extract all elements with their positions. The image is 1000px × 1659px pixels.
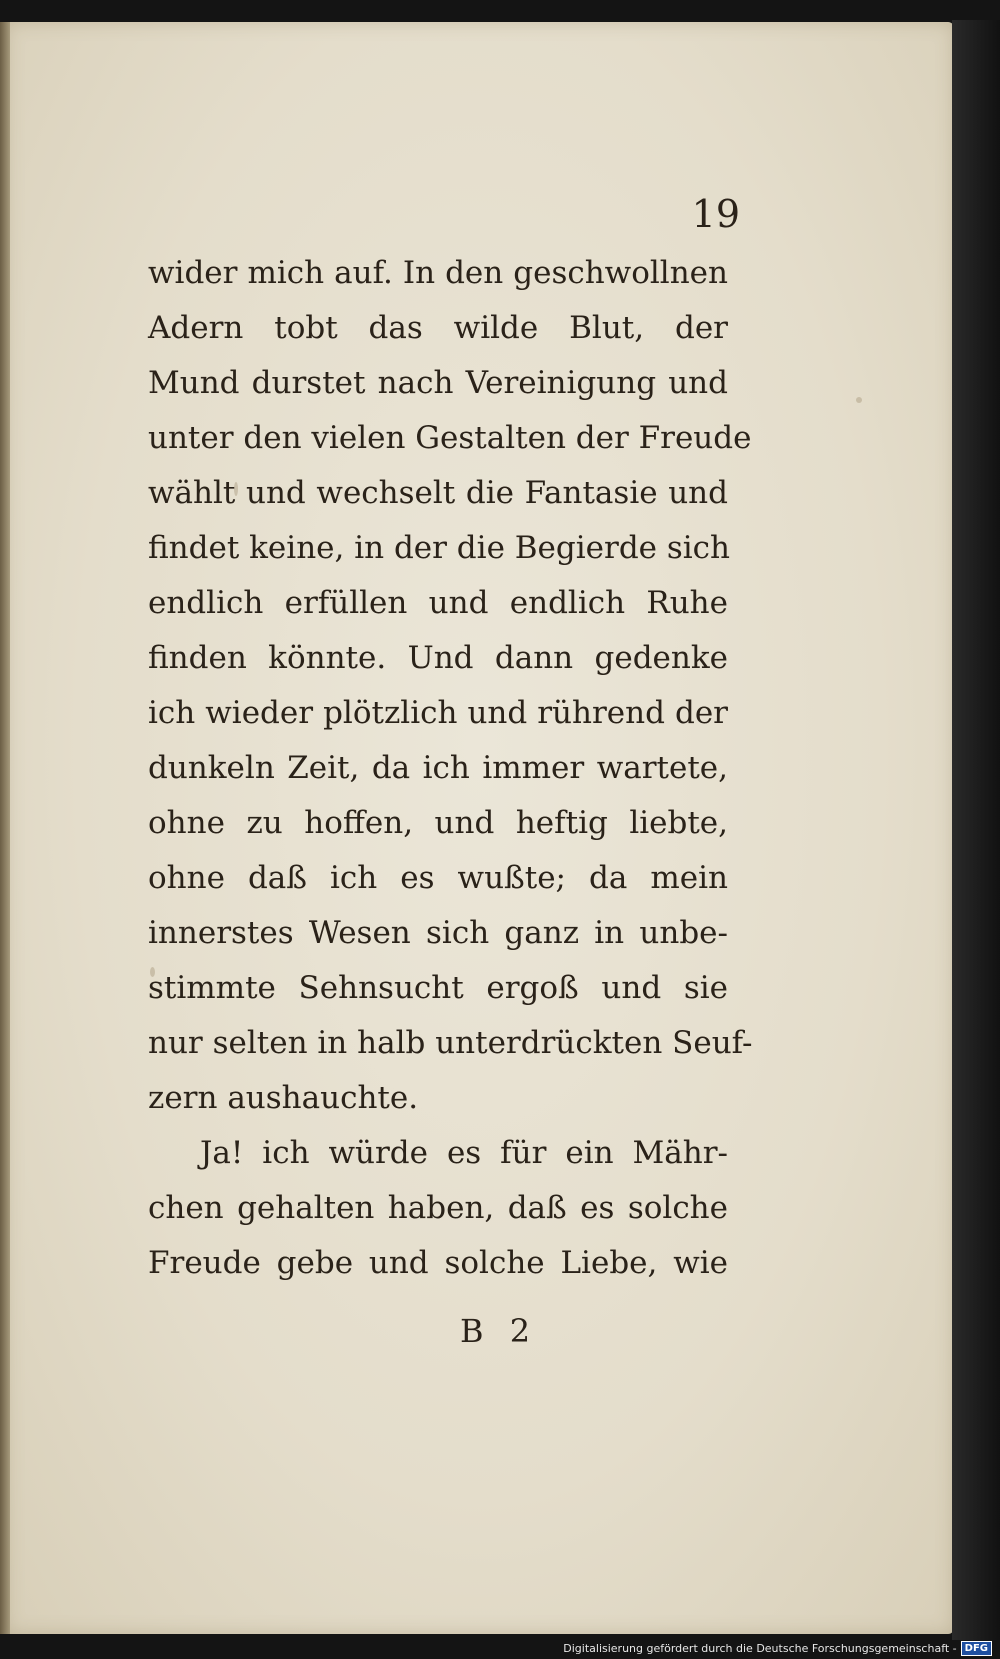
paper-stain — [856, 397, 862, 403]
text-line: findet keine, in der die Begierde sich — [148, 530, 731, 566]
credit-text: Digitalisierung gefördert durch die Deutsche Forschungsgemeinschaft - — [563, 1641, 957, 1655]
book-cover-edge — [952, 20, 1000, 1640]
text-line: stimmte Sehnsucht ergoß und sie — [148, 970, 728, 1006]
text-line: wählt und wechselt die Fantasie und — [148, 475, 728, 511]
text-line: unter den vielen Gestalten der Freude — [148, 420, 752, 456]
text-line: Mund durstet nach Vereinigung und — [148, 365, 728, 401]
text-line: innerstes Wesen sich ganz in unbe- — [148, 915, 728, 951]
text-line: wider mich auf. In den geschwollnen — [148, 255, 728, 291]
text-line: ohne daß ich es wußte; da mein — [148, 860, 728, 896]
signature-mark: B 2 — [460, 1312, 539, 1350]
text-line: nur selten in halb unterdrückten Seuf- — [148, 1025, 753, 1061]
text-line: zern aushauchte. — [148, 1080, 419, 1116]
book-spine-edge — [0, 22, 10, 1634]
text-line: Ja! ich würde es für ein Mähr- — [200, 1135, 728, 1171]
text-line: Adern tobt das wilde Blut, der — [148, 310, 728, 346]
text-line: chen gehalten haben, daß es solche — [148, 1190, 728, 1226]
text-line: ohne zu hoffen, und heftig liebte, — [148, 805, 728, 841]
text-line: Freude gebe und solche Liebe, wie — [148, 1245, 728, 1281]
text-line: dunkeln Zeit, da ich immer wartete, — [148, 750, 728, 786]
dfg-logo: DFG — [961, 1641, 992, 1656]
digitization-credit — [563, 1639, 992, 1657]
body-text — [148, 246, 753, 1291]
text-line: ich wieder plötzlich und rührend der — [148, 695, 728, 731]
page-number: 19 — [691, 192, 740, 236]
text-line: endlich erfüllen und endlich Ruhe — [148, 585, 728, 621]
text-line: finden könnte. Und dann gedenke — [148, 640, 728, 676]
